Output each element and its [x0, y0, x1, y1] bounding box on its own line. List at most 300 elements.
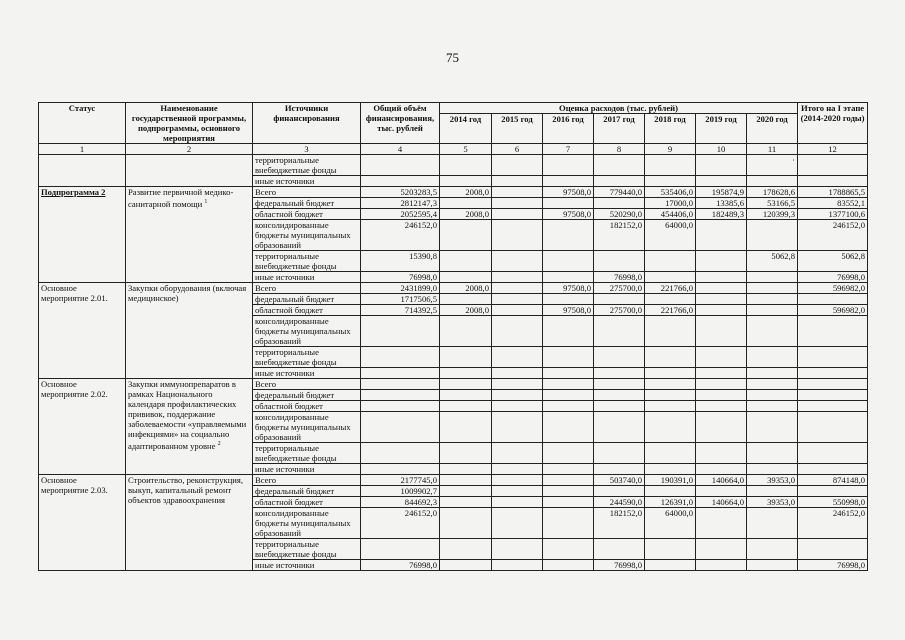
- value-cell: [696, 220, 747, 251]
- value-cell: 190391,0: [645, 475, 696, 486]
- value-cell: [645, 412, 696, 443]
- program-name-cell: [126, 283, 253, 379]
- column-number: 6: [492, 144, 543, 155]
- header-program-name: Наименование государственной программы, подпрограммы, основного мероприятия: [126, 103, 253, 144]
- source-cell: территориальные внебюджетные фонды: [253, 155, 361, 176]
- value-cell: [645, 539, 696, 560]
- value-cell: [440, 475, 492, 486]
- value-cell: [492, 401, 543, 412]
- value-cell: [361, 401, 440, 412]
- value-cell: [440, 486, 492, 497]
- value-cell: [696, 443, 747, 464]
- column-number: 7: [543, 144, 594, 155]
- value-cell: 596982,0: [798, 283, 868, 294]
- value-cell: [747, 347, 798, 368]
- value-cell: 246152,0: [361, 508, 440, 539]
- value-cell: [594, 412, 645, 443]
- value-cell: [645, 379, 696, 390]
- value-cell: [361, 347, 440, 368]
- value-cell: 2008,0: [440, 283, 492, 294]
- value-cell: 535406,0: [645, 187, 696, 198]
- value-cell: [440, 412, 492, 443]
- column-number: 4: [361, 144, 440, 155]
- value-cell: [492, 486, 543, 497]
- value-cell: [440, 272, 492, 283]
- value-cell: [696, 464, 747, 475]
- header-year: 2018 год: [645, 114, 696, 144]
- source-cell: федеральный бюджет: [253, 486, 361, 497]
- value-cell: [492, 539, 543, 560]
- value-cell: 779440,0: [594, 187, 645, 198]
- value-cell: 520290,0: [594, 209, 645, 220]
- value-cell: [492, 187, 543, 198]
- value-cell: [492, 443, 543, 464]
- value-cell: 76998,0: [594, 560, 645, 571]
- source-cell: консолидированные бюджеты муниципальных образований: [253, 316, 361, 347]
- value-cell: 83552,1: [798, 198, 868, 209]
- table-row: [39, 283, 868, 294]
- value-cell: [440, 443, 492, 464]
- value-cell: 140664,0: [696, 497, 747, 508]
- program-name-cell: [126, 187, 253, 283]
- value-cell: [440, 401, 492, 412]
- program-name-label: Закупки иммунопрепаратов в рамках Национального календаря профилактических прививок, поддержание заболеваемости «управляемыми инфекциями» на социально адаптированном уровне: [128, 379, 247, 451]
- value-cell: [492, 390, 543, 401]
- value-cell: [543, 508, 594, 539]
- program-name-label: Развитие первичной медико-санитарной помощи: [128, 187, 234, 209]
- value-cell: [594, 198, 645, 209]
- value-cell: [645, 176, 696, 187]
- source-cell: федеральный бюджет: [253, 390, 361, 401]
- value-cell: 244590,0: [594, 497, 645, 508]
- value-cell: [543, 176, 594, 187]
- value-cell: [798, 316, 868, 347]
- value-cell: [747, 508, 798, 539]
- header-sources: Источники финансирования: [253, 103, 361, 144]
- value-cell: 126391,0: [645, 497, 696, 508]
- value-cell: [492, 220, 543, 251]
- status-label: Подпрограмма 2: [41, 187, 106, 197]
- value-cell: 1717506,5: [361, 294, 440, 305]
- value-cell: [492, 283, 543, 294]
- value-cell: [696, 539, 747, 560]
- value-cell: [696, 401, 747, 412]
- value-cell: 76998,0: [594, 272, 645, 283]
- value-cell: [440, 347, 492, 368]
- value-cell: [798, 539, 868, 560]
- value-cell: 2177745,0: [361, 475, 440, 486]
- value-cell: [747, 443, 798, 464]
- value-cell: 76998,0: [361, 560, 440, 571]
- value-cell: 2052595,4: [361, 209, 440, 220]
- value-cell: [696, 316, 747, 347]
- value-cell: [594, 464, 645, 475]
- value-cell: [798, 379, 868, 390]
- source-cell: Всего: [253, 475, 361, 486]
- value-cell: [440, 368, 492, 379]
- column-number: 9: [645, 144, 696, 155]
- value-cell: [645, 272, 696, 283]
- value-cell: [492, 497, 543, 508]
- value-cell: 1009902,7: [361, 486, 440, 497]
- value-cell: [543, 412, 594, 443]
- value-cell: 454406,0: [645, 209, 696, 220]
- value-cell: 5203283,5: [361, 187, 440, 198]
- value-cell: [440, 464, 492, 475]
- value-cell: [645, 443, 696, 464]
- source-cell: федеральный бюджет: [253, 198, 361, 209]
- value-cell: [747, 176, 798, 187]
- header-year: 2020 год: [747, 114, 798, 144]
- source-cell: областной бюджет: [253, 401, 361, 412]
- header-year: 2017 год: [594, 114, 645, 144]
- value-cell: 596982,0: [798, 305, 868, 316]
- value-cell: 182489,3: [696, 209, 747, 220]
- value-cell: [361, 368, 440, 379]
- status-label: Основное мероприятие 2.01.: [41, 283, 108, 303]
- value-cell: [696, 155, 747, 176]
- value-cell: 76998,0: [361, 272, 440, 283]
- value-cell: [543, 401, 594, 412]
- value-cell: 76998,0: [798, 560, 868, 571]
- value-cell: [696, 283, 747, 294]
- source-cell: территориальные внебюджетные фонды: [253, 347, 361, 368]
- value-cell: 178628,6: [747, 187, 798, 198]
- value-cell: [798, 486, 868, 497]
- value-cell: [747, 379, 798, 390]
- value-cell: 714392,5: [361, 305, 440, 316]
- footnote-marker: 2: [217, 441, 221, 447]
- value-cell: [747, 283, 798, 294]
- value-cell: 97508,0: [543, 209, 594, 220]
- value-cell: [440, 294, 492, 305]
- value-cell: 5062,8: [747, 251, 798, 272]
- value-cell: [440, 251, 492, 272]
- value-cell: 275700,0: [594, 305, 645, 316]
- value-cell: [594, 155, 645, 176]
- value-cell: [440, 198, 492, 209]
- value-cell: [361, 379, 440, 390]
- source-cell: областной бюджет: [253, 305, 361, 316]
- value-cell: [696, 508, 747, 539]
- table-body: [39, 155, 868, 571]
- value-cell: [696, 176, 747, 187]
- source-cell: Всего: [253, 187, 361, 198]
- value-cell: [747, 272, 798, 283]
- value-cell: [492, 176, 543, 187]
- column-number: 11: [747, 144, 798, 155]
- value-cell: [645, 294, 696, 305]
- value-cell: ·: [747, 155, 798, 176]
- value-cell: [440, 316, 492, 347]
- value-cell: [696, 251, 747, 272]
- value-cell: 39353,0: [747, 497, 798, 508]
- value-cell: [798, 390, 868, 401]
- table-header: [39, 103, 868, 155]
- source-cell: иные источники: [253, 176, 361, 187]
- header-status: Статус: [39, 103, 126, 144]
- source-cell: консолидированные бюджеты муниципальных образований: [253, 220, 361, 251]
- value-cell: [747, 560, 798, 571]
- value-cell: [440, 508, 492, 539]
- value-cell: [594, 251, 645, 272]
- value-cell: [543, 539, 594, 560]
- value-cell: 97508,0: [543, 283, 594, 294]
- value-cell: [798, 443, 868, 464]
- value-cell: [594, 486, 645, 497]
- value-cell: 275700,0: [594, 283, 645, 294]
- value-cell: 1788865,5: [798, 187, 868, 198]
- source-cell: территориальные внебюджетные фонды: [253, 443, 361, 464]
- value-cell: [696, 379, 747, 390]
- value-cell: 1377100,6: [798, 209, 868, 220]
- value-cell: [645, 401, 696, 412]
- value-cell: [492, 294, 543, 305]
- value-cell: [440, 390, 492, 401]
- value-cell: [492, 198, 543, 209]
- column-number-row: [39, 144, 868, 155]
- value-cell: [543, 379, 594, 390]
- source-cell: областной бюджет: [253, 497, 361, 508]
- source-cell: Всего: [253, 379, 361, 390]
- column-number: 10: [696, 144, 747, 155]
- value-cell: [492, 272, 543, 283]
- value-cell: [361, 539, 440, 560]
- value-cell: [361, 155, 440, 176]
- value-cell: [361, 316, 440, 347]
- value-cell: [645, 390, 696, 401]
- header-estimate: Оценка расходов (тыс. рублей): [440, 103, 798, 114]
- value-cell: [798, 412, 868, 443]
- value-cell: 246152,0: [798, 220, 868, 251]
- status-cell: [39, 187, 126, 283]
- value-cell: [747, 539, 798, 560]
- value-cell: [747, 412, 798, 443]
- source-cell: областной бюджет: [253, 209, 361, 220]
- program-name-label: Строительство, реконструкция, выкуп, капитальный ремонт объектов здравоохранения: [128, 475, 243, 505]
- value-cell: 2431899,0: [361, 283, 440, 294]
- value-cell: [747, 401, 798, 412]
- column-number: 8: [594, 144, 645, 155]
- value-cell: [543, 486, 594, 497]
- value-cell: [594, 379, 645, 390]
- value-cell: [543, 368, 594, 379]
- value-cell: [440, 379, 492, 390]
- value-cell: [645, 316, 696, 347]
- value-cell: 120399,3: [747, 209, 798, 220]
- table-row: [39, 475, 868, 486]
- value-cell: [594, 443, 645, 464]
- value-cell: [543, 443, 594, 464]
- value-cell: [543, 464, 594, 475]
- header-year: 2015 год: [492, 114, 543, 144]
- value-cell: [594, 176, 645, 187]
- header-year: 2014 год: [440, 114, 492, 144]
- value-cell: [645, 368, 696, 379]
- source-cell: консолидированные бюджеты муниципальных образований: [253, 412, 361, 443]
- value-cell: [645, 155, 696, 176]
- value-cell: 844692,3: [361, 497, 440, 508]
- value-cell: [747, 368, 798, 379]
- source-cell: территориальные внебюджетные фонды: [253, 251, 361, 272]
- header-year: 2019 год: [696, 114, 747, 144]
- value-cell: [492, 316, 543, 347]
- value-cell: [594, 368, 645, 379]
- value-cell: [696, 305, 747, 316]
- value-cell: [440, 176, 492, 187]
- value-cell: [696, 390, 747, 401]
- footnote-marker: 1: [204, 199, 208, 205]
- value-cell: 182152,0: [594, 220, 645, 251]
- table-row: [39, 379, 868, 390]
- value-cell: [543, 390, 594, 401]
- value-cell: [798, 176, 868, 187]
- value-cell: [696, 347, 747, 368]
- value-cell: [440, 539, 492, 560]
- value-cell: 97508,0: [543, 305, 594, 316]
- column-number: 2: [126, 144, 253, 155]
- program-name-cell: [126, 379, 253, 475]
- value-cell: [696, 486, 747, 497]
- value-cell: [747, 464, 798, 475]
- value-cell: [543, 294, 594, 305]
- value-cell: 64000,0: [645, 508, 696, 539]
- source-cell: иные источники: [253, 368, 361, 379]
- value-cell: 503740,0: [594, 475, 645, 486]
- value-cell: [440, 155, 492, 176]
- column-number: 1: [39, 144, 126, 155]
- value-cell: 2812147,3: [361, 198, 440, 209]
- value-cell: [798, 464, 868, 475]
- value-cell: 13385,6: [696, 198, 747, 209]
- value-cell: [492, 305, 543, 316]
- value-cell: [645, 464, 696, 475]
- value-cell: [798, 401, 868, 412]
- source-cell: иные источники: [253, 464, 361, 475]
- status-label: Основное мероприятие 2.02.: [41, 379, 108, 399]
- value-cell: [645, 560, 696, 571]
- value-cell: [440, 220, 492, 251]
- value-cell: [696, 560, 747, 571]
- value-cell: 76998,0: [798, 272, 868, 283]
- value-cell: 53166,5: [747, 198, 798, 209]
- value-cell: 2008,0: [440, 305, 492, 316]
- program-name-label: Закупки оборудования (включая медицинское): [128, 283, 247, 303]
- value-cell: 182152,0: [594, 508, 645, 539]
- value-cell: [492, 209, 543, 220]
- value-cell: 17000,0: [645, 198, 696, 209]
- value-cell: [543, 475, 594, 486]
- value-cell: 246152,0: [798, 508, 868, 539]
- value-cell: [645, 251, 696, 272]
- value-cell: [543, 155, 594, 176]
- status-cell: [39, 283, 126, 379]
- status-cell: [39, 155, 126, 187]
- value-cell: [361, 390, 440, 401]
- column-number: 12: [798, 144, 868, 155]
- value-cell: [492, 560, 543, 571]
- value-cell: [798, 347, 868, 368]
- value-cell: [594, 316, 645, 347]
- value-cell: [492, 155, 543, 176]
- source-cell: иные источники: [253, 560, 361, 571]
- value-cell: [492, 464, 543, 475]
- value-cell: [492, 412, 543, 443]
- value-cell: [543, 347, 594, 368]
- value-cell: [696, 272, 747, 283]
- value-cell: [492, 475, 543, 486]
- value-cell: 15390,8: [361, 251, 440, 272]
- header-stage-total: Итого на I этапе (2014-2020 годы): [798, 103, 868, 144]
- value-cell: 550998,0: [798, 497, 868, 508]
- status-cell: [39, 475, 126, 571]
- table-row: [39, 155, 868, 176]
- value-cell: 2008,0: [440, 187, 492, 198]
- value-cell: [594, 347, 645, 368]
- value-cell: [645, 486, 696, 497]
- value-cell: [747, 486, 798, 497]
- source-cell: консолидированные бюджеты муниципальных образований: [253, 508, 361, 539]
- value-cell: [492, 347, 543, 368]
- source-cell: территориальные внебюджетные фонды: [253, 539, 361, 560]
- value-cell: [492, 368, 543, 379]
- value-cell: [492, 251, 543, 272]
- value-cell: [798, 155, 868, 176]
- status-cell: [39, 379, 126, 475]
- value-cell: [594, 539, 645, 560]
- header-year: 2016 год: [543, 114, 594, 144]
- value-cell: [492, 379, 543, 390]
- value-cell: [361, 176, 440, 187]
- value-cell: [543, 560, 594, 571]
- value-cell: 39353,0: [747, 475, 798, 486]
- value-cell: 140664,0: [696, 475, 747, 486]
- value-cell: [543, 251, 594, 272]
- value-cell: [594, 294, 645, 305]
- value-cell: [696, 294, 747, 305]
- value-cell: [543, 316, 594, 347]
- value-cell: [361, 464, 440, 475]
- program-name-cell: [126, 475, 253, 571]
- budget-table: [38, 102, 868, 571]
- value-cell: [492, 508, 543, 539]
- value-cell: 221766,0: [645, 305, 696, 316]
- value-cell: 246152,0: [361, 220, 440, 251]
- header-total-volume: Общий объём финансирования, тыс. рублей: [361, 103, 440, 144]
- program-name-cell: [126, 155, 253, 187]
- value-cell: 221766,0: [645, 283, 696, 294]
- value-cell: [747, 294, 798, 305]
- value-cell: [798, 294, 868, 305]
- value-cell: [440, 497, 492, 508]
- value-cell: [594, 401, 645, 412]
- value-cell: 5062,8: [798, 251, 868, 272]
- column-number: 5: [440, 144, 492, 155]
- value-cell: 64000,0: [645, 220, 696, 251]
- value-cell: [798, 368, 868, 379]
- value-cell: [440, 560, 492, 571]
- page-number: 75: [446, 50, 459, 65]
- source-cell: Всего: [253, 283, 361, 294]
- value-cell: [594, 390, 645, 401]
- value-cell: [645, 347, 696, 368]
- value-cell: [747, 220, 798, 251]
- value-cell: [361, 412, 440, 443]
- status-label: Основное мероприятие 2.03.: [41, 475, 108, 495]
- source-cell: федеральный бюджет: [253, 294, 361, 305]
- value-cell: [747, 316, 798, 347]
- table-row: [39, 187, 868, 198]
